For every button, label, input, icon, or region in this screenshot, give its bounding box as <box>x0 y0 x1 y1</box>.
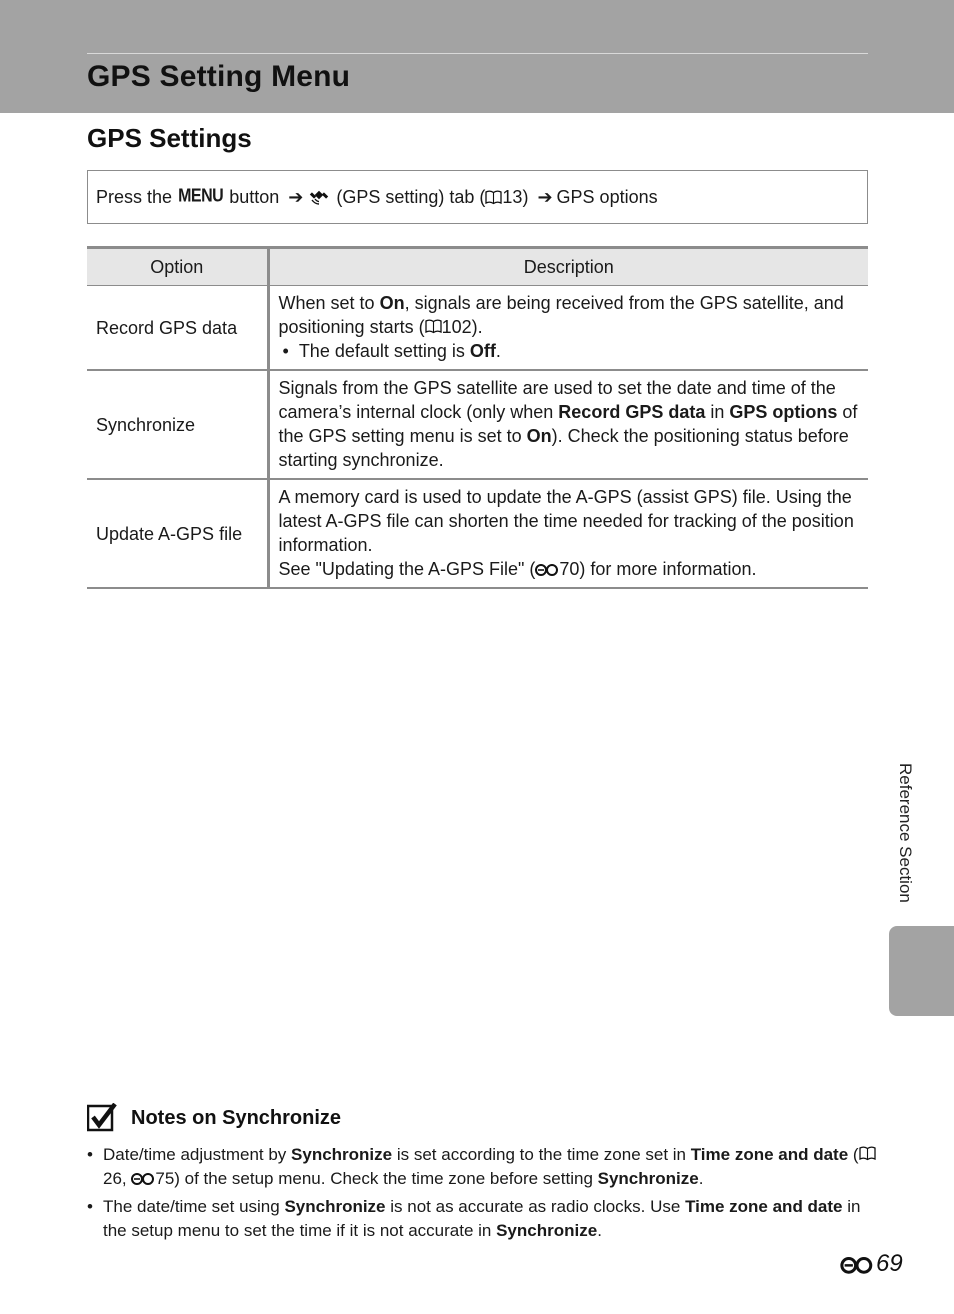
desc-text: See "Updating the A-GPS File" ( <box>278 559 536 579</box>
table-header-row <box>87 248 868 286</box>
option-cell: Update A-GPS file <box>87 479 268 588</box>
header-rule <box>87 53 868 54</box>
side-section-label: Reference Section <box>896 763 915 903</box>
option-cell: Synchronize <box>87 370 268 479</box>
note-text: . <box>597 1221 602 1240</box>
book-ref-icon <box>425 319 442 334</box>
note-bold: Synchronize <box>597 1169 699 1188</box>
table-row <box>87 286 868 371</box>
note-text: in the setup menu to set the time if it is not accurate in <box>103 1197 861 1240</box>
page-number-text: 69 <box>876 1250 903 1277</box>
option-cell: Record GPS data <box>87 286 268 371</box>
checkmark-note-icon <box>87 1103 117 1133</box>
note-bold: Time zone and date <box>690 1145 849 1164</box>
note-page-ref: 26, <box>103 1169 132 1188</box>
list-item <box>87 1143 877 1191</box>
desc-text: ). Check the positioning status before starting synchronize. <box>278 426 849 470</box>
menu-path-button: button <box>229 186 280 207</box>
page-number <box>840 1250 903 1278</box>
arrow-right-icon: ➔ <box>288 186 304 207</box>
header-band <box>0 0 954 113</box>
desc-bold: On <box>379 293 405 313</box>
page-title: GPS Setting Menu <box>87 60 351 93</box>
menu-path-box <box>87 170 868 224</box>
note-bold: Time zone and date <box>685 1197 843 1216</box>
reference-section-icon <box>840 1253 874 1275</box>
book-ref-icon <box>859 1146 876 1161</box>
notes-list <box>87 1143 877 1247</box>
desc-text: , signals are being received from the GPS satellite, and positioning starts ( <box>278 293 844 337</box>
menu-path-gps-options: GPS options <box>556 186 658 207</box>
gps-satellite-icon <box>309 188 329 206</box>
note-text: is not as accurate as radio clocks. Use <box>385 1197 686 1216</box>
note-text: Date/time adjustment by <box>103 1145 292 1164</box>
note-bold: Synchronize <box>291 1145 393 1164</box>
reference-section-icon <box>535 561 559 577</box>
bullet-bold: Off <box>469 341 496 361</box>
notes-title: Notes on Synchronize <box>131 1106 342 1129</box>
reference-section-icon <box>131 1170 155 1186</box>
note-text: ( <box>848 1145 859 1164</box>
table-row <box>87 370 868 479</box>
desc-text: of the GPS setting menu is set to <box>278 402 858 446</box>
side-section-tab <box>889 926 954 1016</box>
desc-text: A memory card is used to update the A-GPS (assist GPS) file. Using the latest A-GPS file can shorten the time needed for tracking of the position information. <box>278 487 854 555</box>
description-cell <box>268 479 868 588</box>
desc-bold: GPS options <box>729 402 838 422</box>
bullet-text: The default setting is <box>298 341 470 361</box>
arrow-right-icon-2: ➔ <box>537 186 553 207</box>
note-bold: Synchronize <box>284 1197 386 1216</box>
bullet-item: • The default setting is Off. <box>282 341 501 361</box>
column-header-description: Description <box>268 248 868 286</box>
note-text: . <box>698 1169 704 1188</box>
options-table <box>87 246 868 589</box>
note-text: The date/time set using <box>103 1197 285 1216</box>
menu-path-press: Press the <box>96 186 173 207</box>
description-cell <box>268 286 868 371</box>
desc-text: Signals from the GPS satellite are used to set the date and time of the camera’s internal clock (only when <box>278 378 836 422</box>
table-row <box>87 479 868 588</box>
menu-path-gps-tab: (GPS setting) tab ( <box>336 186 486 207</box>
note-text: is set according to the time zone set in <box>392 1145 691 1164</box>
desc-text: in <box>705 402 730 422</box>
menu-path-page-ref: 13) <box>502 186 529 207</box>
list-item <box>87 1195 877 1243</box>
section-title: GPS Settings <box>87 123 252 153</box>
notes-header <box>87 1103 341 1133</box>
desc-text: When set to <box>278 293 380 313</box>
desc-page-ref: 102). <box>441 317 483 337</box>
description-cell <box>268 370 868 479</box>
column-header-option: Option <box>87 248 268 286</box>
note-text: 75) of the setup menu. Check the time zone before setting <box>155 1169 598 1188</box>
note-bold: Synchronize <box>496 1221 598 1240</box>
book-ref-icon <box>485 190 502 205</box>
desc-page-ref: 70) for more information. <box>559 559 757 579</box>
menu-button-icon: MENU <box>178 186 224 207</box>
bullet-text: . <box>495 341 501 361</box>
desc-bold: On <box>526 426 552 446</box>
desc-bold: Record GPS data <box>558 402 706 422</box>
